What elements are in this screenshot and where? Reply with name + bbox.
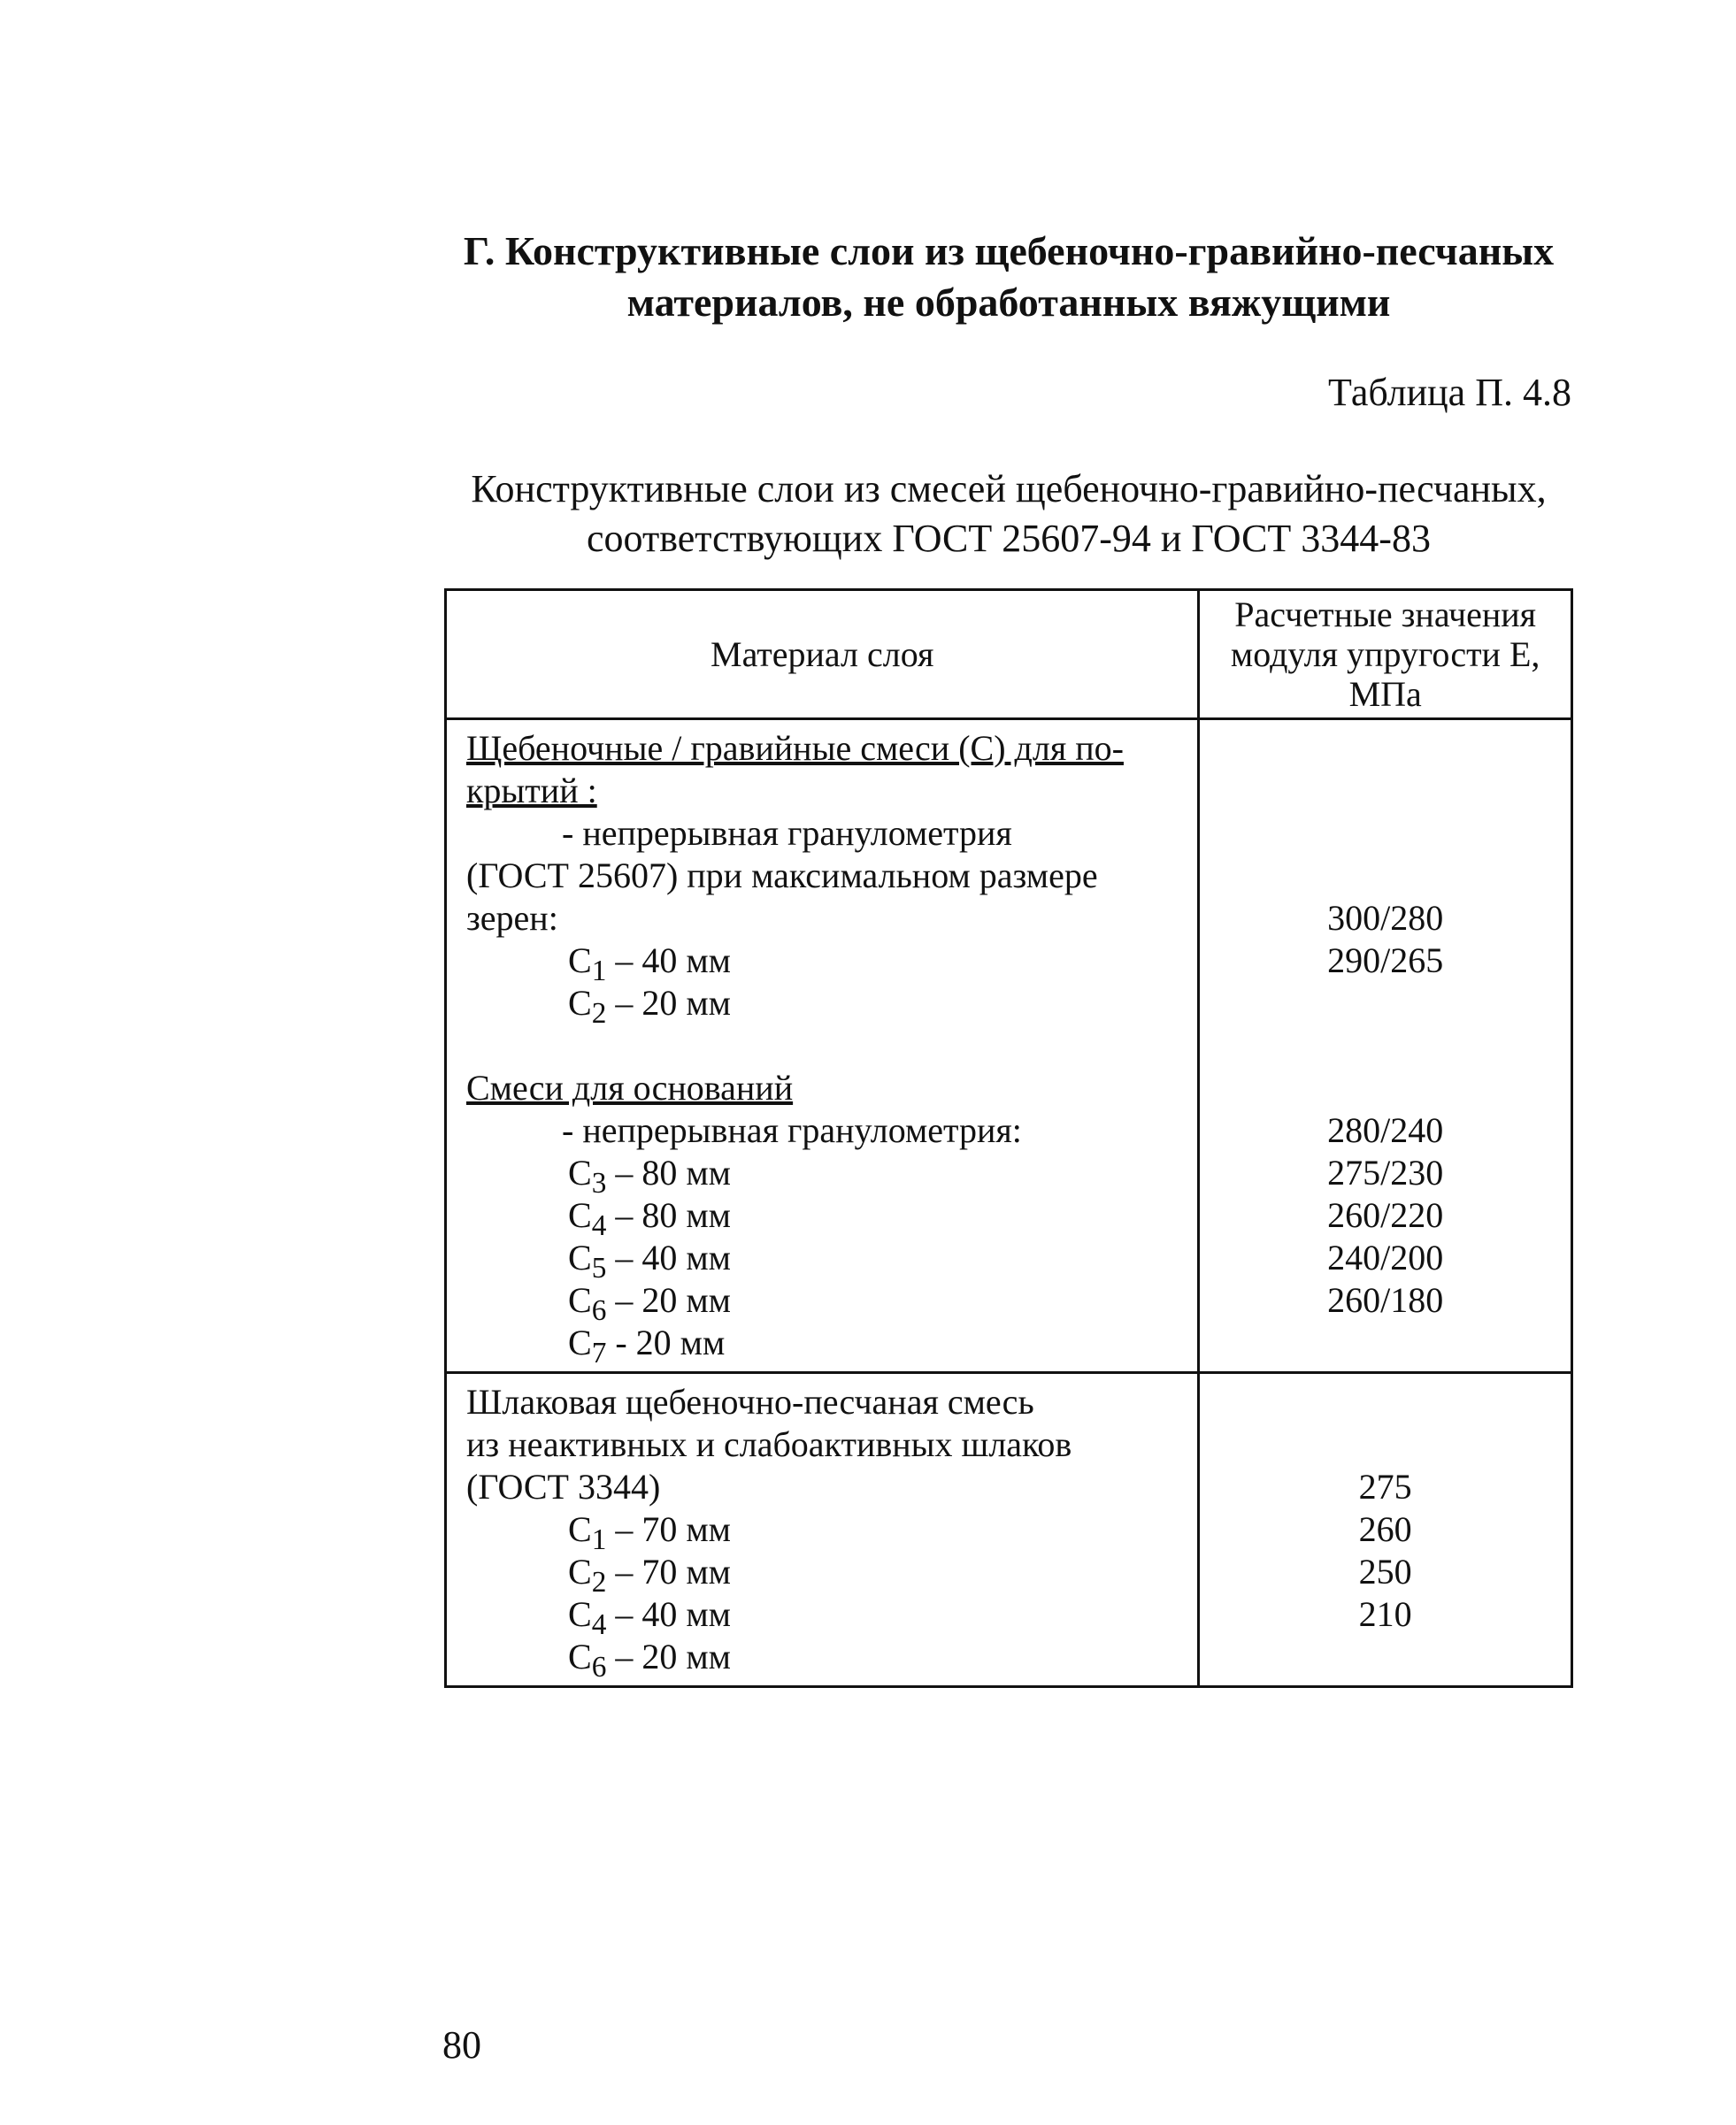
modulus-value: 260 — [1358, 1509, 1412, 1549]
header-modulus-line3: МПа — [1348, 674, 1422, 714]
mix-label: $C_1 - 70$ мм — [568, 1509, 731, 1556]
mix-label: $C_5 - 40$ мм — [568, 1238, 731, 1285]
section-heading — [442, 226, 1575, 328]
mix-label: $C_7 - 20$ мм — [568, 1323, 726, 1369]
table-id: Таблица П. 4.8 — [1328, 371, 1571, 414]
header-modulus-line1: Расчетные значения — [1234, 595, 1537, 634]
value-cell-slag — [1199, 1373, 1572, 1687]
modulus-value: 300/280 — [1327, 898, 1444, 938]
modulus-value: 210 — [1358, 1594, 1412, 1634]
header-modulus-line2: модуля упругости Е, — [1230, 634, 1540, 674]
group2-desc-line3: (ГОСТ 3344) — [466, 1467, 661, 1507]
material-cell-slag — [446, 1373, 1199, 1687]
group1-subtitle: Смеси для оснований — [466, 1068, 794, 1108]
group1-desc-line1: - непрерывная гранулометрия — [562, 813, 1012, 853]
mix-label: $C_4 - 40$ мм — [568, 1594, 731, 1641]
table-row-slag — [446, 1373, 1572, 1687]
modulus-value: 240/200 — [1327, 1238, 1444, 1277]
modulus-value: 280/240 — [1327, 1110, 1444, 1150]
group1-title-line1: Щебеночные / гравийные смеси (С) для по- — [466, 728, 1124, 768]
section-heading-line2: материалов, не обработанных вяжущими — [626, 280, 1391, 325]
mix-label: $C_2 - 70$ мм — [568, 1552, 731, 1599]
modulus-value: 260/220 — [1327, 1195, 1444, 1235]
value-cell-crushed-stone — [1199, 719, 1572, 1373]
material-cell-crushed-stone — [446, 719, 1199, 1373]
table-caption — [442, 464, 1575, 564]
mix-label: $C_3 - 80$ мм — [568, 1153, 731, 1200]
group1-subdesc: - непрерывная гранулометрия: — [562, 1110, 1022, 1150]
modulus-value: 275/230 — [1327, 1153, 1444, 1193]
group1-title-line2: крытий : — [466, 771, 597, 810]
group2-desc-line1: Шлаковая щебеночно-песчаная смесь — [466, 1382, 1034, 1422]
mix-label: $C_2 - 20$ мм — [568, 983, 731, 1030]
table-header-row — [446, 590, 1572, 719]
mix-label: $C_6 - 20$ мм — [568, 1280, 731, 1327]
group2-desc-line2: из неактивных и слабоактивных шлаков — [466, 1424, 1072, 1464]
header-material: Материал слоя — [446, 590, 1199, 719]
modulus-value: 275 — [1358, 1467, 1412, 1507]
section-heading-line1: Г. Конструктивные слои из щебеночно-гравийно-песчаных — [463, 228, 1555, 273]
caption-line1: Конструктивные слои из смесей щебеночно-гравийно-песчаных, — [471, 467, 1547, 510]
materials-table — [444, 588, 1573, 1688]
page-number: 80 — [442, 2023, 481, 2067]
group1-desc-line3: зерен: — [466, 898, 558, 938]
modulus-value: 290/265 — [1327, 940, 1444, 980]
modulus-value: 260/180 — [1327, 1280, 1444, 1320]
mix-label: $C_1 - 40$ мм — [568, 940, 731, 987]
group1-desc-line2: (ГОСТ 25607) при максимальном размере — [466, 855, 1098, 895]
table-row-crushed-stone — [446, 719, 1572, 1373]
mix-label: $C_6 - 20$ мм — [568, 1637, 731, 1684]
mix-label: $C_4 - 80$ мм — [568, 1195, 731, 1242]
modulus-value: 250 — [1358, 1552, 1412, 1592]
header-modulus — [1199, 590, 1572, 719]
caption-line2: соответствующих ГОСТ 25607-94 и ГОСТ 3344-83 — [587, 517, 1431, 560]
